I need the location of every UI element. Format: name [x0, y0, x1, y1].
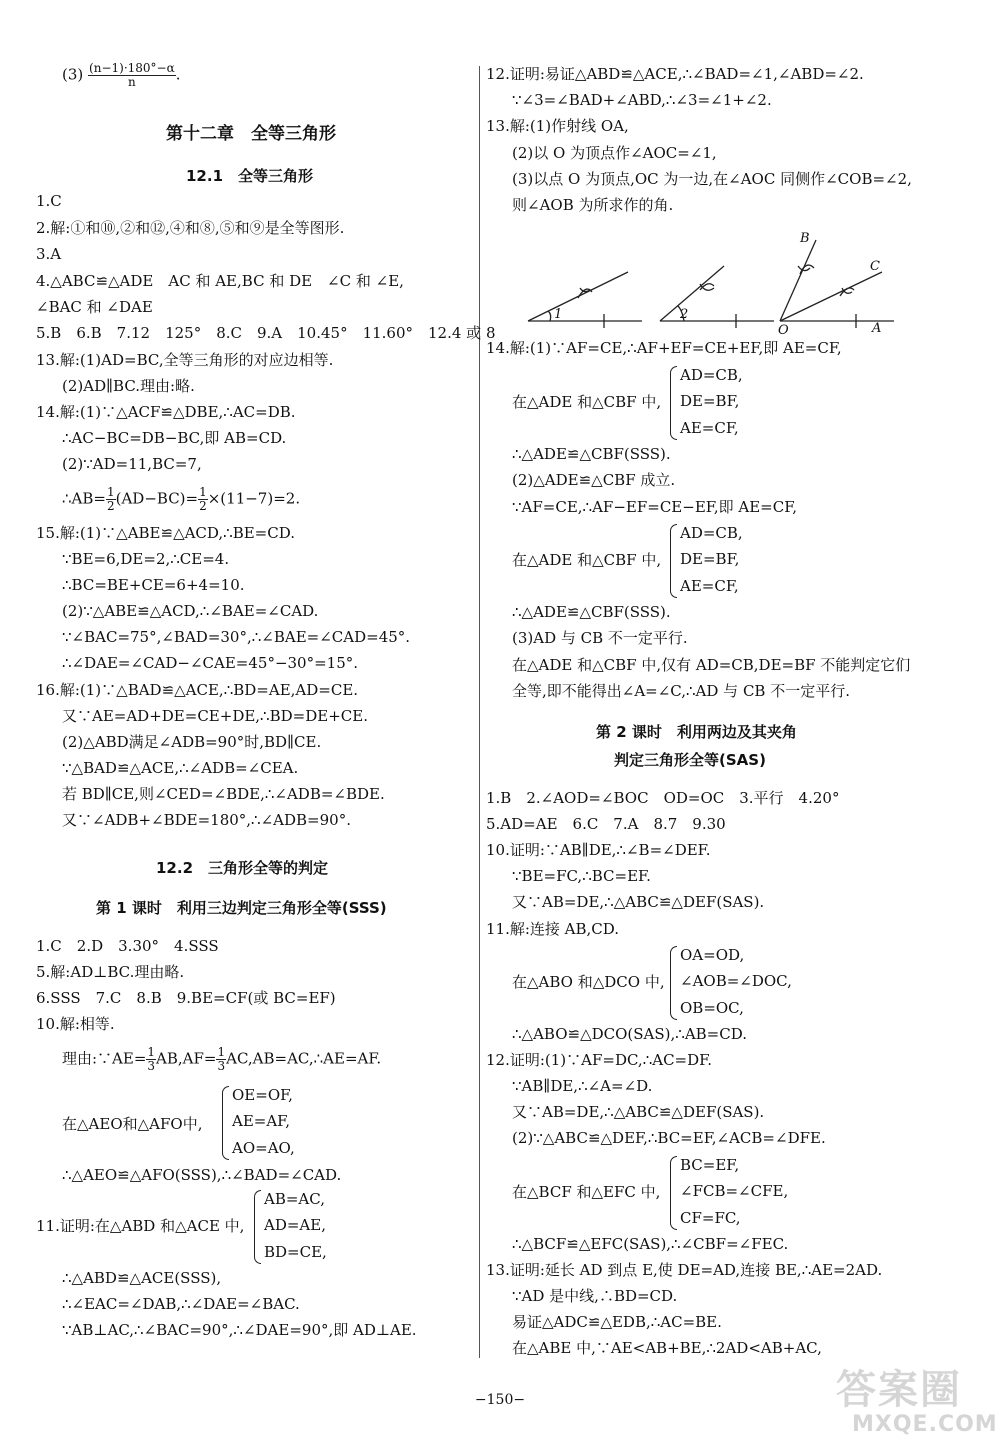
watermark-text: 答案圈	[836, 1367, 962, 1413]
answer-line: 又∵∠ADB+∠BDE=180°,∴∠ADB=90°.	[62, 811, 351, 829]
answer-line: ∵BE=FC,∴BC=EF.	[512, 867, 651, 885]
answer-line: 14.解:(1)∵△ACF≌△DBE,∴AC=DB.	[36, 403, 296, 421]
answer-line: 1.C 2.D 3.30° 4.SSS	[36, 937, 219, 955]
system-condition: AE=CF,	[680, 577, 739, 595]
section-title: 12.1 全等三角形	[186, 167, 314, 185]
brace	[254, 1190, 261, 1264]
system-label: 在△ADE 和△CBF 中,	[512, 393, 662, 411]
system-condition: AO=AO,	[232, 1139, 295, 1157]
angle-construction-figure	[524, 228, 934, 336]
system-condition: DE=BF,	[680, 392, 740, 410]
answer-line: 又∵AB=DE,∴△ABC≌△DEF(SAS).	[512, 893, 765, 911]
answer-line: (2)∵△ABE≌△ACD,∴∠BAE=∠CAD.	[62, 602, 319, 620]
system-condition: OB=OC,	[680, 999, 744, 1017]
answer-line: 13.证明:延长 AD 到点 E,使 DE=AD,连接 BE,∴AE=2AD.	[486, 1261, 883, 1279]
point-label-b: B	[800, 231, 810, 246]
fraction	[146, 1046, 156, 1073]
answer-line: 12.证明:(1)∵AF=DC,∴AC=DF.	[486, 1051, 712, 1069]
answer-line: ∵△BAD≌△ACE,∴∠ADB=∠CEA.	[62, 759, 299, 777]
answer-line	[62, 1046, 381, 1073]
lesson-title: 第 1 课时 利用三边判定三角形全等(SSS)	[96, 899, 387, 917]
system-condition: AD=CB,	[680, 524, 743, 542]
answer-line: ∵AB∥DE,∴∠A=∠D.	[512, 1077, 653, 1095]
answer-line: ∴△BCF≌△EFC(SAS),∴∠CBF=∠FEC.	[512, 1235, 789, 1253]
answer-line: (3)以点 O 为顶点,OC 为一边,在∠AOC 同侧作∠COB=∠2,	[512, 170, 912, 188]
answer-line: ∵AF=CE,∴AF−EF=CE−EF,即 AE=CF,	[512, 498, 798, 516]
system-condition: ∠FCB=∠CFE,	[680, 1182, 789, 1200]
answer-line: (2)△ABD满足∠ADB=90°时,BD∥CE.	[62, 733, 322, 751]
answer-line: ∴△ADE≌△CBF(SSS).	[512, 445, 671, 463]
system-condition: BD=CE,	[264, 1243, 327, 1261]
text-segment: AC,AB=AC,∴AE=AF.	[226, 1049, 382, 1068]
fraction-denominator: 3	[147, 1059, 156, 1073]
angle-label-2: 2	[680, 307, 689, 322]
system-condition: OA=OD,	[680, 946, 745, 964]
fraction	[216, 1046, 226, 1073]
system-condition: CF=FC,	[680, 1209, 741, 1227]
answer-line: 5.B 6.B 7.12 125° 8.C 9.A 10.45° 11.60° 12.4 或 8	[36, 324, 496, 342]
fraction-denominator: n	[128, 75, 136, 89]
system-condition: DE=BF,	[680, 550, 740, 568]
fraction	[88, 62, 176, 89]
system-condition: AE=AF,	[232, 1112, 291, 1130]
system-condition: BC=EF,	[680, 1156, 740, 1174]
answer-line: (2)△ADE≌△CBF 成立.	[512, 471, 676, 489]
answer-line: 又∵AB=DE,∴△ABC≌△DEF(SAS).	[512, 1103, 765, 1121]
fraction-numerator: (n−1)·180°−α	[89, 61, 175, 75]
answer-line: (2)∵△ABC≌△DEF,∴BC=EF,∠ACB=∠DFE.	[512, 1129, 826, 1147]
watermark-logo	[832, 1358, 998, 1446]
answer-line: 11.解:连接 AB,CD.	[486, 920, 620, 938]
answer-line	[62, 486, 300, 513]
answer-line: 又∵AE=AD+DE=CE+DE,∴BD=DE+CE.	[62, 707, 368, 725]
point-label-o: O	[778, 323, 789, 336]
answer-line: 则∠AOB 为所求作的角.	[512, 196, 674, 214]
answer-line: ∴△ABO≌△DCO(SAS),∴AB=CD.	[512, 1025, 747, 1043]
answer-line: 全等,即不能得出∠A=∠C,∴AD 与 CB 不一定平行.	[512, 682, 850, 700]
item-prefix: (3)	[62, 65, 84, 84]
fraction-denominator: 2	[106, 499, 115, 513]
text-segment: ×(11−7)=2.	[207, 489, 301, 508]
brace	[670, 1156, 677, 1230]
answer-line: 13.解:(1)作射线 OA,	[486, 117, 629, 135]
system-label: 在△BCF 和△EFC 中,	[512, 1183, 661, 1201]
system-condition: OE=OF,	[232, 1086, 293, 1104]
answer-line: 12.证明:易证△ABD≌△ACE,∴∠BAD=∠1,∠ABD=∠2.	[486, 65, 864, 83]
chapter-title: 第十二章 全等三角形	[166, 124, 336, 144]
brace	[670, 946, 677, 1020]
answer-line: 6.SSS 7.C 8.B 9.BE=CF(或 BC=EF)	[36, 989, 336, 1007]
system-condition: AE=CF,	[680, 419, 739, 437]
fraction	[106, 486, 116, 513]
answer-line: 1.B 2.∠AOD=∠BOC OD=OC 3.平行 4.20°	[486, 789, 840, 807]
answer-line: 3.A	[36, 245, 62, 263]
answer-line: ∵AB⊥AC,∴∠BAC=90°,∴∠DAE=90°,即 AD⊥AE.	[62, 1321, 417, 1339]
answer-line: 16.解:(1)∵△BAD≌△ACE,∴BD=AE,AD=CE.	[36, 681, 359, 699]
point-label-a: A	[872, 321, 882, 336]
system-condition: AD=AE,	[264, 1216, 326, 1234]
answer-line: ∵AD 是中线,∴BD=CD.	[512, 1287, 678, 1305]
text-segment: 理由:∵AE=	[62, 1049, 147, 1068]
text-segment: AB,AF=	[156, 1049, 217, 1068]
lesson-title: 判定三角形全等(SAS)	[614, 751, 766, 769]
answer-line: 10.证明:∵AB∥DE,∴∠B=∠DEF.	[486, 841, 711, 859]
angle-label-1: 1	[554, 307, 563, 322]
answer-line: ∵∠3=∠BAD+∠ABD,∴∠3=∠1+∠2.	[512, 91, 772, 109]
answer-line: ∴AC−BC=DB−BC,即 AB=CD.	[62, 429, 287, 447]
answer-line: 易证△ADC≌△EDB,∴AC=BE.	[512, 1313, 722, 1331]
fraction-numerator: 1	[217, 1045, 226, 1059]
lesson-title: 第 2 课时 利用两边及其夹角	[596, 723, 797, 741]
answer-line: ∴△AEO≌△AFO(SSS),∴∠BAD=∠CAD.	[62, 1166, 342, 1184]
answer-line: 4.△ABC≌△ADE AC 和 AE,BC 和 DE ∠C 和 ∠E,	[36, 272, 404, 290]
system-condition: ∠AOB=∠DOC,	[680, 972, 792, 990]
answer-line: ∵BE=6,DE=2,∴CE=4.	[62, 550, 230, 568]
answer-line: 5.AD=AE 6.C 7.A 8.7 9.30	[486, 815, 726, 833]
answer-line: (2)∵AD=11,BC=7,	[62, 455, 202, 473]
fraction	[198, 486, 208, 513]
answer-line: (3)AD 与 CB 不一定平行.	[512, 629, 688, 647]
watermark-url: MXQE.COM	[852, 1412, 998, 1437]
answer-line: 若 BD∥CE,则∠CED=∠BDE,∴∠ADB=∠BDE.	[62, 785, 385, 803]
answer-line: ∠BAC 和 ∠DAE	[36, 298, 153, 316]
brace	[670, 524, 677, 598]
answer-line: 1.C	[36, 192, 62, 210]
system-label: 在△ABO 和△DCO 中,	[512, 973, 665, 991]
text-segment: ∴AB=	[62, 489, 106, 508]
answer-line: 13.解:(1)AD=BC,全等三角形的对应边相等.	[36, 351, 334, 369]
section-title: 12.2 三角形全等的判定	[156, 859, 329, 877]
answer-line: (2)AD∥BC.理由:略.	[62, 377, 195, 395]
system-label: 11.证明:在△ABD 和△ACE 中,	[36, 1217, 245, 1235]
answer-line: ∴BC=BE+CE=6+4=10.	[62, 576, 245, 594]
fraction-numerator: 1	[199, 485, 207, 499]
answer-line: 2.解:①和⑩,②和⑫,④和⑧,⑤和⑨是全等图形.	[36, 219, 345, 237]
answer-line: ∴∠DAE=∠CAD−∠CAE=45°−30°=15°.	[62, 654, 359, 672]
answer-line: ∴∠EAC=∠DAB,∴∠DAE=∠BAC.	[62, 1295, 300, 1313]
point-label-c: C	[870, 259, 880, 274]
fraction-denominator: 3	[217, 1059, 226, 1073]
system-label: 在△ADE 和△CBF 中,	[512, 551, 662, 569]
answer-line: (2)以 O 为顶点作∠AOC=∠1,	[512, 144, 717, 162]
column-divider	[479, 66, 480, 1358]
fraction-numerator: 1	[106, 485, 115, 499]
answer-line: (3) $\frac{(n-1)\cdot 180^\circ-\alpha}{n}$ .	[62, 61, 181, 89]
page-number: −150−	[474, 1392, 526, 1408]
fraction-denominator: 2	[199, 499, 207, 513]
system-label: 在△AEO和△AFO中,	[62, 1115, 203, 1133]
text-segment: (AD−BC)=	[115, 489, 199, 508]
answer-line: 在△ADE 和△CBF 中,仅有 AD=CB,DE=BF 不能判定它们	[512, 656, 911, 674]
answer-line: ∴△ABD≌△ACE(SSS),	[62, 1269, 222, 1287]
fraction-numerator: 1	[147, 1045, 156, 1059]
system-condition: AD=CB,	[680, 366, 743, 384]
answer-line: ∵∠BAC=75°,∠BAD=30°,∴∠BAE=∠CAD=45°.	[62, 628, 411, 646]
answer-line: 15.解:(1)∵△ABE≌△ACD,∴BE=CD.	[36, 524, 295, 542]
answer-line: 5.解:AD⊥BC.理由略.	[36, 963, 185, 981]
brace	[670, 366, 677, 440]
system-condition: AB=AC,	[264, 1190, 325, 1208]
answer-line: 在△ABE 中,∵AE<AB+BE,∴2AD<AB+AC,	[512, 1339, 822, 1357]
answer-line: 10.解:相等.	[36, 1015, 115, 1033]
answer-line: 14.解:(1)∵AF=CE,∴AF+EF=CE+EF,即 AE=CF,	[486, 339, 842, 357]
answer-line: ∴△ADE≌△CBF(SSS).	[512, 603, 671, 621]
brace	[222, 1086, 229, 1160]
